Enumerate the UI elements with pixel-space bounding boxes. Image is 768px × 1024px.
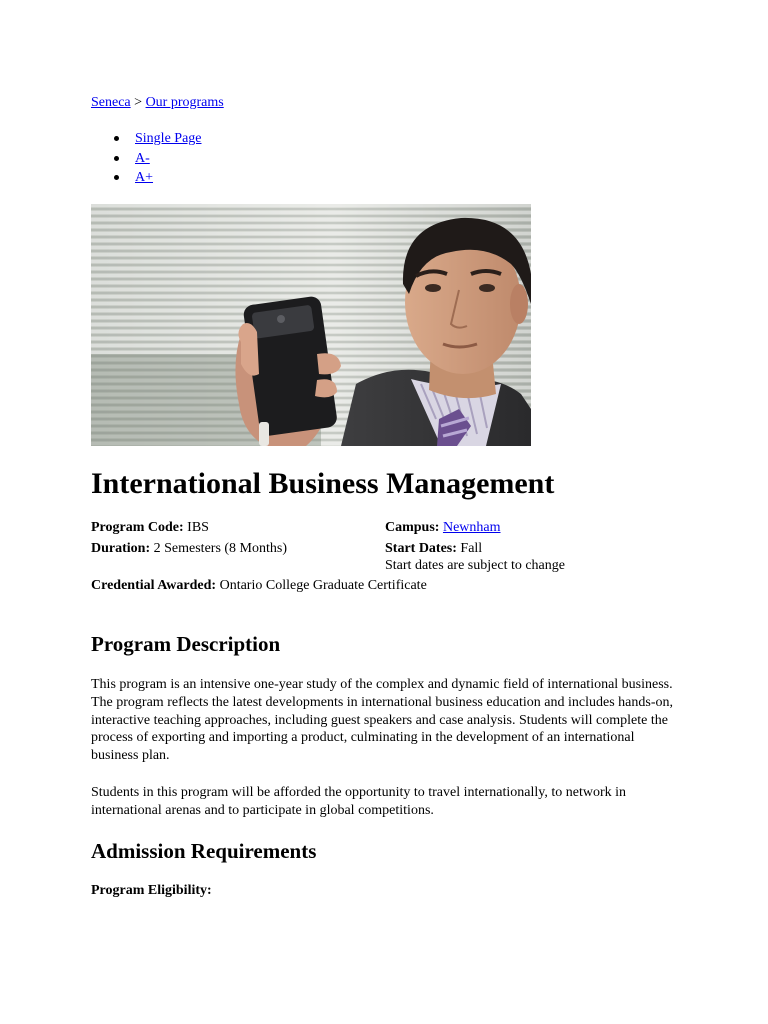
credential: [91, 577, 427, 595]
admission-requirements-heading: Admission Requirements: [91, 839, 317, 863]
breadcrumb-current-link[interactable]: Our programs: [145, 95, 224, 110]
program-code: [91, 519, 209, 537]
campus-link[interactable]: Newnham: [442, 520, 501, 535]
duration-label: Duration:: [91, 541, 151, 556]
program-photo: [91, 204, 531, 446]
program-description-paragraph-2: Students in this program will be afforded the opportunity to travel internationally, to network in international arenas and to participate in global competitions.: [91, 785, 627, 818]
duration: [91, 540, 287, 558]
credential-value: Ontario College Graduate Certificate: [219, 578, 427, 593]
start-dates-note: Start dates are subject to change: [385, 558, 565, 573]
duration-value: 2 Semesters (8 Months): [153, 541, 288, 556]
program-description-heading: Program Description: [91, 632, 281, 656]
program-description-paragraph-1: This program is an intensive one-year study of the complex and dynamic field of international business. The program reflects the latest developments in international business education and includes hands-on, interactive teaching approaches, including guest speakers and case analysis. Students will complete the process of exporting and importing a product, culminating in the development of an international business plan.: [91, 677, 673, 764]
program-code-value: IBS: [187, 520, 209, 535]
tool-item-increase-text: [91, 168, 202, 188]
program-eligibility-label: Program Eligibility:: [91, 883, 212, 898]
campus: [385, 519, 501, 537]
page-title: International Business Management: [91, 467, 555, 500]
start-dates: [385, 540, 482, 558]
single-page-link[interactable]: Single Page: [135, 131, 202, 146]
breadcrumb-separator: >: [134, 95, 143, 110]
tool-item-decrease-text: [91, 149, 202, 169]
campus-label: Campus:: [385, 520, 440, 535]
credential-label: Credential Awarded:: [91, 578, 217, 593]
start-dates-label: Start Dates:: [385, 541, 457, 556]
page-tools-list: [91, 129, 202, 188]
decrease-text-size-link[interactable]: A-: [135, 150, 150, 166]
program-code-label: Program Code:: [91, 520, 184, 535]
increase-text-size-link[interactable]: A+: [135, 170, 154, 185]
breadcrumb-home-link[interactable]: Seneca: [91, 95, 131, 110]
start-dates-value: Fall: [460, 541, 483, 556]
tool-item-single-page: [91, 129, 202, 149]
breadcrumb: [91, 94, 224, 112]
